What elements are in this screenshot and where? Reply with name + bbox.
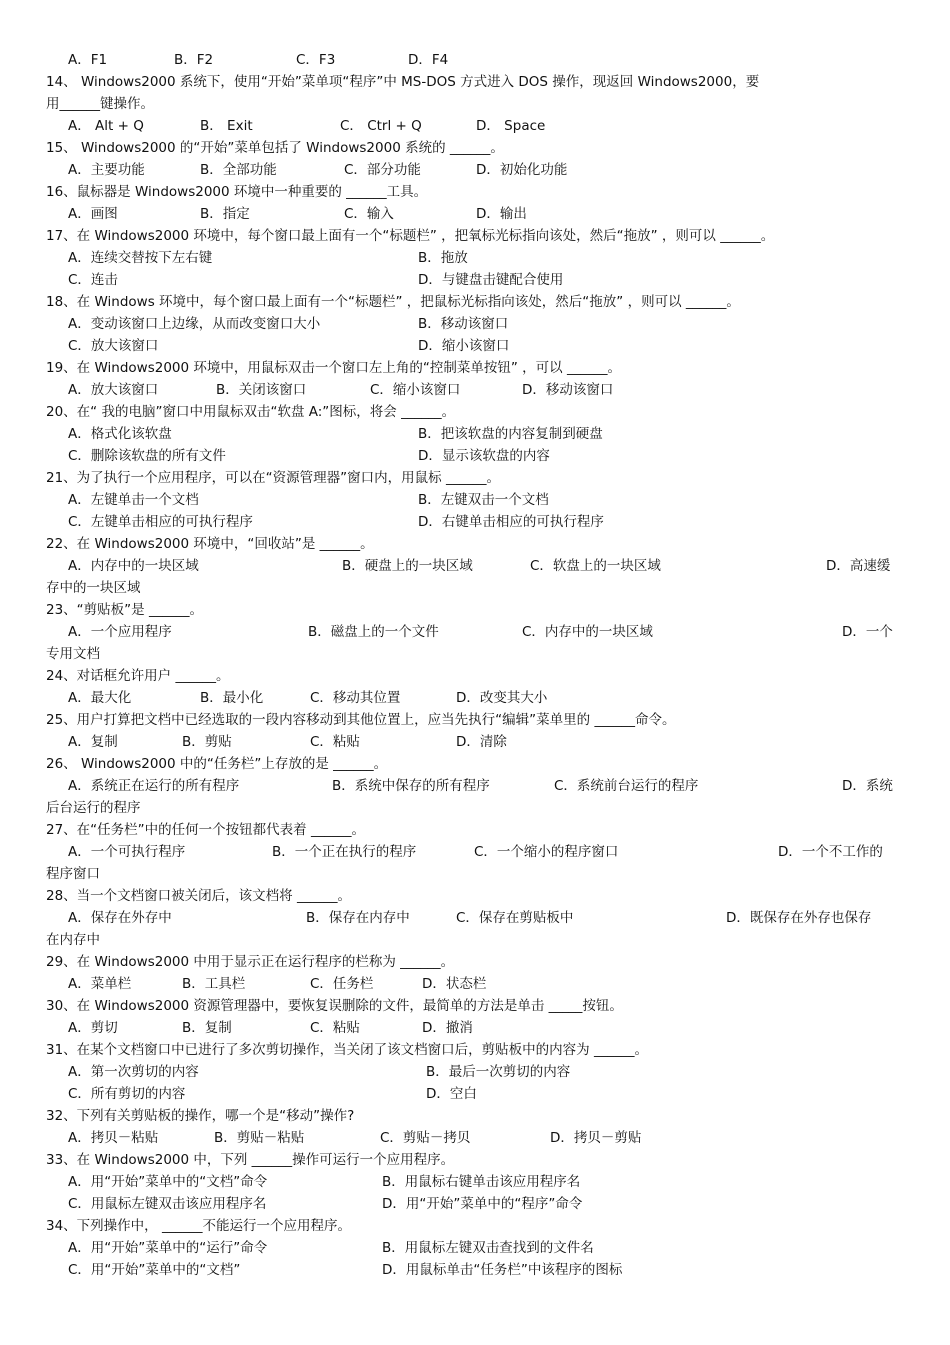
answer-option: A．画图: [68, 206, 118, 222]
answer-option: B．用鼠标右键单击该应用程序名: [382, 1174, 581, 1190]
answer-option: B．移动该窗口: [418, 316, 509, 332]
answer-option: D．初始化功能: [476, 162, 568, 178]
option-row: [46, 269, 906, 291]
option-row: [46, 445, 906, 467]
answer-option: B．剪贴: [182, 734, 232, 750]
answer-option: D． Space: [476, 118, 546, 134]
answer-option: A．系统正在运行的所有程序: [68, 778, 240, 794]
option-row: [46, 379, 906, 401]
answer-option: D．清除: [456, 734, 507, 750]
answer-option: A．最大化: [68, 690, 132, 706]
option-row: [46, 841, 906, 863]
answer-option: C．左键单击相应的可执行程序: [68, 514, 253, 530]
answer-option: B．磁盘上的一个文件: [308, 624, 439, 640]
answer-option: C． Ctrl + Q: [340, 118, 422, 134]
answer-option: B．保存在内存中: [306, 910, 410, 926]
answer-option: C．内存中的一块区域: [522, 624, 653, 640]
answer-option: D．系统: [842, 778, 893, 794]
answer-option: A．F1: [68, 52, 108, 68]
answer-option: A．拷贝－粘贴: [68, 1130, 159, 1146]
answer-option: B．拖放: [418, 250, 468, 266]
answer-option: D．右键单击相应的可执行程序: [418, 514, 604, 530]
answer-option: A．剪切: [68, 1020, 118, 1036]
answer-option: A．复制: [68, 734, 118, 750]
answer-option: B．硬盘上的一块区域: [342, 558, 473, 574]
answer-option: D．显示该软盘的内容: [418, 448, 550, 464]
answer-option: A．内存中的一块区域: [68, 558, 199, 574]
answer-option: A．用“开始”菜单中的“文档”命令: [68, 1174, 268, 1190]
answer-option: D．高速缓: [826, 558, 891, 574]
answer-option: D．空白: [426, 1086, 477, 1102]
question-text: 17、在 Windows2000 环境中，每个窗口最上面有一个“标题栏” ，把氧标光标指向该处，然后“拖放” ，则可以 ______。: [46, 228, 775, 244]
answer-option: C．删除该软盘的所有文件: [68, 448, 226, 464]
answer-option: A．变动该窗口上边缘，从而改变窗口大小: [68, 316, 321, 332]
answer-option: B．最小化: [200, 690, 264, 706]
answer-option: B．剪贴－粘贴: [214, 1130, 305, 1146]
question-text: 24、对话框允许用户 ______。: [46, 668, 230, 684]
answer-option: C．连击: [68, 272, 118, 288]
question-text: 14、 Windows2000 系统下，使用“开始”菜单项“程序”中 MS-DOS 方式进入 DOS 操作，现返回 Windows2000，要: [46, 74, 760, 90]
answer-option: C．部分功能: [344, 162, 421, 178]
option-row: [46, 203, 906, 225]
answer-option: B．复制: [182, 1020, 232, 1036]
question-text: 28、当一个文档窗口被关闭后，该文档将 ______。: [46, 888, 351, 904]
option-row: [46, 423, 906, 445]
option-row: [46, 731, 906, 753]
answer-option: A．连续交替按下左右键: [68, 250, 213, 266]
answer-option: A．用“开始”菜单中的“运行”命令: [68, 1240, 268, 1256]
option-row: [46, 775, 906, 797]
answer-option: A．放大该窗口: [68, 382, 159, 398]
answer-option: D．既保存在外存也保存: [726, 910, 872, 926]
question-text: 20、在“ 我的电脑”窗口中用鼠标双击“软盘 A:”图标，将会 ______。: [46, 404, 456, 420]
answer-option: B．一个正在执行的程序: [272, 844, 417, 860]
answer-option: C．F3: [296, 52, 336, 68]
answer-option: C．粘贴: [310, 1020, 360, 1036]
question-text: 18、在 Windows 环境中，每个窗口最上面有一个“标题栏” ，把鼠标光标指向该处，然后“拖放” ，则可以 ______。: [46, 294, 740, 310]
option-row: [46, 621, 906, 643]
answer-option: C．任务栏: [310, 976, 374, 992]
question-text: 26、 Windows2000 中的“任务栏”上存放的是 ______。: [46, 756, 388, 772]
question-text-continued: 用______键操作。: [46, 96, 154, 112]
answer-option: B． Exit: [200, 118, 253, 134]
option-text-continued: 程序窗口: [46, 866, 100, 882]
question-text: 31、在某个文档窗口中已进行了多次剪切操作，当关闭了该文档窗口后，剪贴板中的内容为 ______。: [46, 1042, 648, 1058]
answer-option: C．用鼠标左键双击该应用程序名: [68, 1196, 267, 1212]
answer-option: D．状态栏: [422, 976, 487, 992]
answer-option: D．缩小该窗口: [418, 338, 510, 354]
answer-option: B．用鼠标左键双击查找到的文件名: [382, 1240, 594, 1256]
answer-option: C．一个缩小的程序窗口: [474, 844, 619, 860]
question-text: 23、“剪贴板”是 ______。: [46, 602, 203, 618]
answer-option: B．工具栏: [182, 976, 246, 992]
question-text: 25、用户打算把文档中已经选取的一段内容移动到其他位置上，应当先执行“编辑”菜单里的 ______命令。: [46, 712, 676, 728]
answer-option: C．粘贴: [310, 734, 360, 750]
answer-option: B．左键双击一个文档: [418, 492, 549, 508]
option-row: [46, 1259, 906, 1281]
question-text: 16、鼠标器是 Windows2000 环境中一种重要的 ______工具。: [46, 184, 428, 200]
answer-option: A．一个应用程序: [68, 624, 172, 640]
answer-option: C．剪贴－拷贝: [380, 1130, 471, 1146]
answer-option: B．全部功能: [200, 162, 277, 178]
question-text: 32、下列有关剪贴板的操作，哪一个是“移动”操作?: [46, 1108, 355, 1124]
answer-option: C．移动其位置: [310, 690, 401, 706]
answer-option: D．用鼠标单击“任务栏”中该程序的图标: [382, 1262, 623, 1278]
option-row: [46, 313, 906, 335]
question-text: 19、在 Windows2000 环境中，用鼠标双击一个窗口左上角的“控制菜单按钮” ，可以 ______。: [46, 360, 621, 376]
question-text: 33、在 Windows2000 中，下列 ______操作可运行一个应用程序。: [46, 1152, 455, 1168]
answer-option: D．移动该窗口: [522, 382, 614, 398]
answer-option: D．一个: [842, 624, 893, 640]
option-row: [46, 1171, 906, 1193]
option-row: [46, 115, 906, 137]
question-text: 21、为了执行一个应用程序，可以在“资源管理器”窗口内，用鼠标 ______。: [46, 470, 500, 486]
option-row: [46, 1237, 906, 1259]
answer-option: A．菜单栏: [68, 976, 132, 992]
option-text-continued: 专用文档: [46, 646, 100, 662]
answer-option: C．系统前台运行的程序: [554, 778, 699, 794]
answer-option: D．一个不工作的: [778, 844, 883, 860]
option-row: [46, 1017, 906, 1039]
answer-option: B．把该软盘的内容复制到硬盘: [418, 426, 603, 442]
option-row: [46, 511, 906, 533]
question-text: 30、在 Windows2000 资源管理器中，要恢复误删除的文件，最简单的方法是单击 _____按钮。: [46, 998, 623, 1014]
answer-option: D．拷贝－剪贴: [550, 1130, 642, 1146]
answer-option: A．格式化该软盘: [68, 426, 172, 442]
answer-option: C．用“开始”菜单中的“文档”: [68, 1262, 241, 1278]
answer-option: B．F2: [174, 52, 214, 68]
answer-option: B．指定: [200, 206, 250, 222]
option-row: [46, 335, 906, 357]
answer-option: A．主要功能: [68, 162, 145, 178]
answer-option: D．输出: [476, 206, 527, 222]
option-row: [46, 49, 906, 71]
answer-option: A．左键单击一个文档: [68, 492, 199, 508]
option-row: [46, 973, 906, 995]
question-text: 34、下列操作中， ______不能运行一个应用程序。: [46, 1218, 351, 1234]
option-row: [46, 907, 906, 929]
answer-option: A．保存在外存中: [68, 910, 172, 926]
option-row: [46, 555, 906, 577]
answer-option: D．F4: [408, 52, 449, 68]
answer-option: B．关闭该窗口: [216, 382, 307, 398]
option-text-continued: 在内存中: [46, 932, 100, 948]
option-row: [46, 687, 906, 709]
question-text: 27、在“任务栏”中的任何一个按钮都代表着 ______。: [46, 822, 365, 838]
question-text: 15、 Windows2000 的“开始”菜单包括了 Windows2000 系统的 ______。: [46, 140, 504, 156]
option-row: [46, 489, 906, 511]
answer-option: B．最后一次剪切的内容: [426, 1064, 571, 1080]
option-row: [46, 247, 906, 269]
option-row: [46, 1083, 906, 1105]
option-row: [46, 1061, 906, 1083]
option-row: [46, 1193, 906, 1215]
answer-option: D．撤消: [422, 1020, 473, 1036]
answer-option: A．第一次剪切的内容: [68, 1064, 199, 1080]
answer-option: A． Alt + Q: [68, 118, 144, 134]
option-text-continued: 存中的一块区域: [46, 580, 141, 596]
answer-option: C．所有剪切的内容: [68, 1086, 186, 1102]
option-row: [46, 159, 906, 181]
answer-option: C．保存在剪贴板中: [456, 910, 574, 926]
answer-option: C．软盘上的一块区域: [530, 558, 661, 574]
answer-option: A．一个可执行程序: [68, 844, 186, 860]
answer-option: C．缩小该窗口: [370, 382, 461, 398]
answer-option: D．用“开始”菜单中的“程序”命令: [382, 1196, 583, 1212]
answer-option: D．改变其大小: [456, 690, 548, 706]
answer-option: D．与键盘击键配合使用: [418, 272, 564, 288]
document-page: [46, 49, 906, 1281]
question-text: 29、在 Windows2000 中用于显示正在运行程序的栏称为 ______。: [46, 954, 455, 970]
option-row: [46, 1127, 906, 1149]
answer-option: C．输入: [344, 206, 394, 222]
question-text: 22、在 Windows2000 环境中，“回收站”是 ______。: [46, 536, 374, 552]
answer-option: C．放大该窗口: [68, 338, 159, 354]
answer-option: B．系统中保存的所有程序: [332, 778, 490, 794]
option-text-continued: 后台运行的程序: [46, 800, 141, 816]
